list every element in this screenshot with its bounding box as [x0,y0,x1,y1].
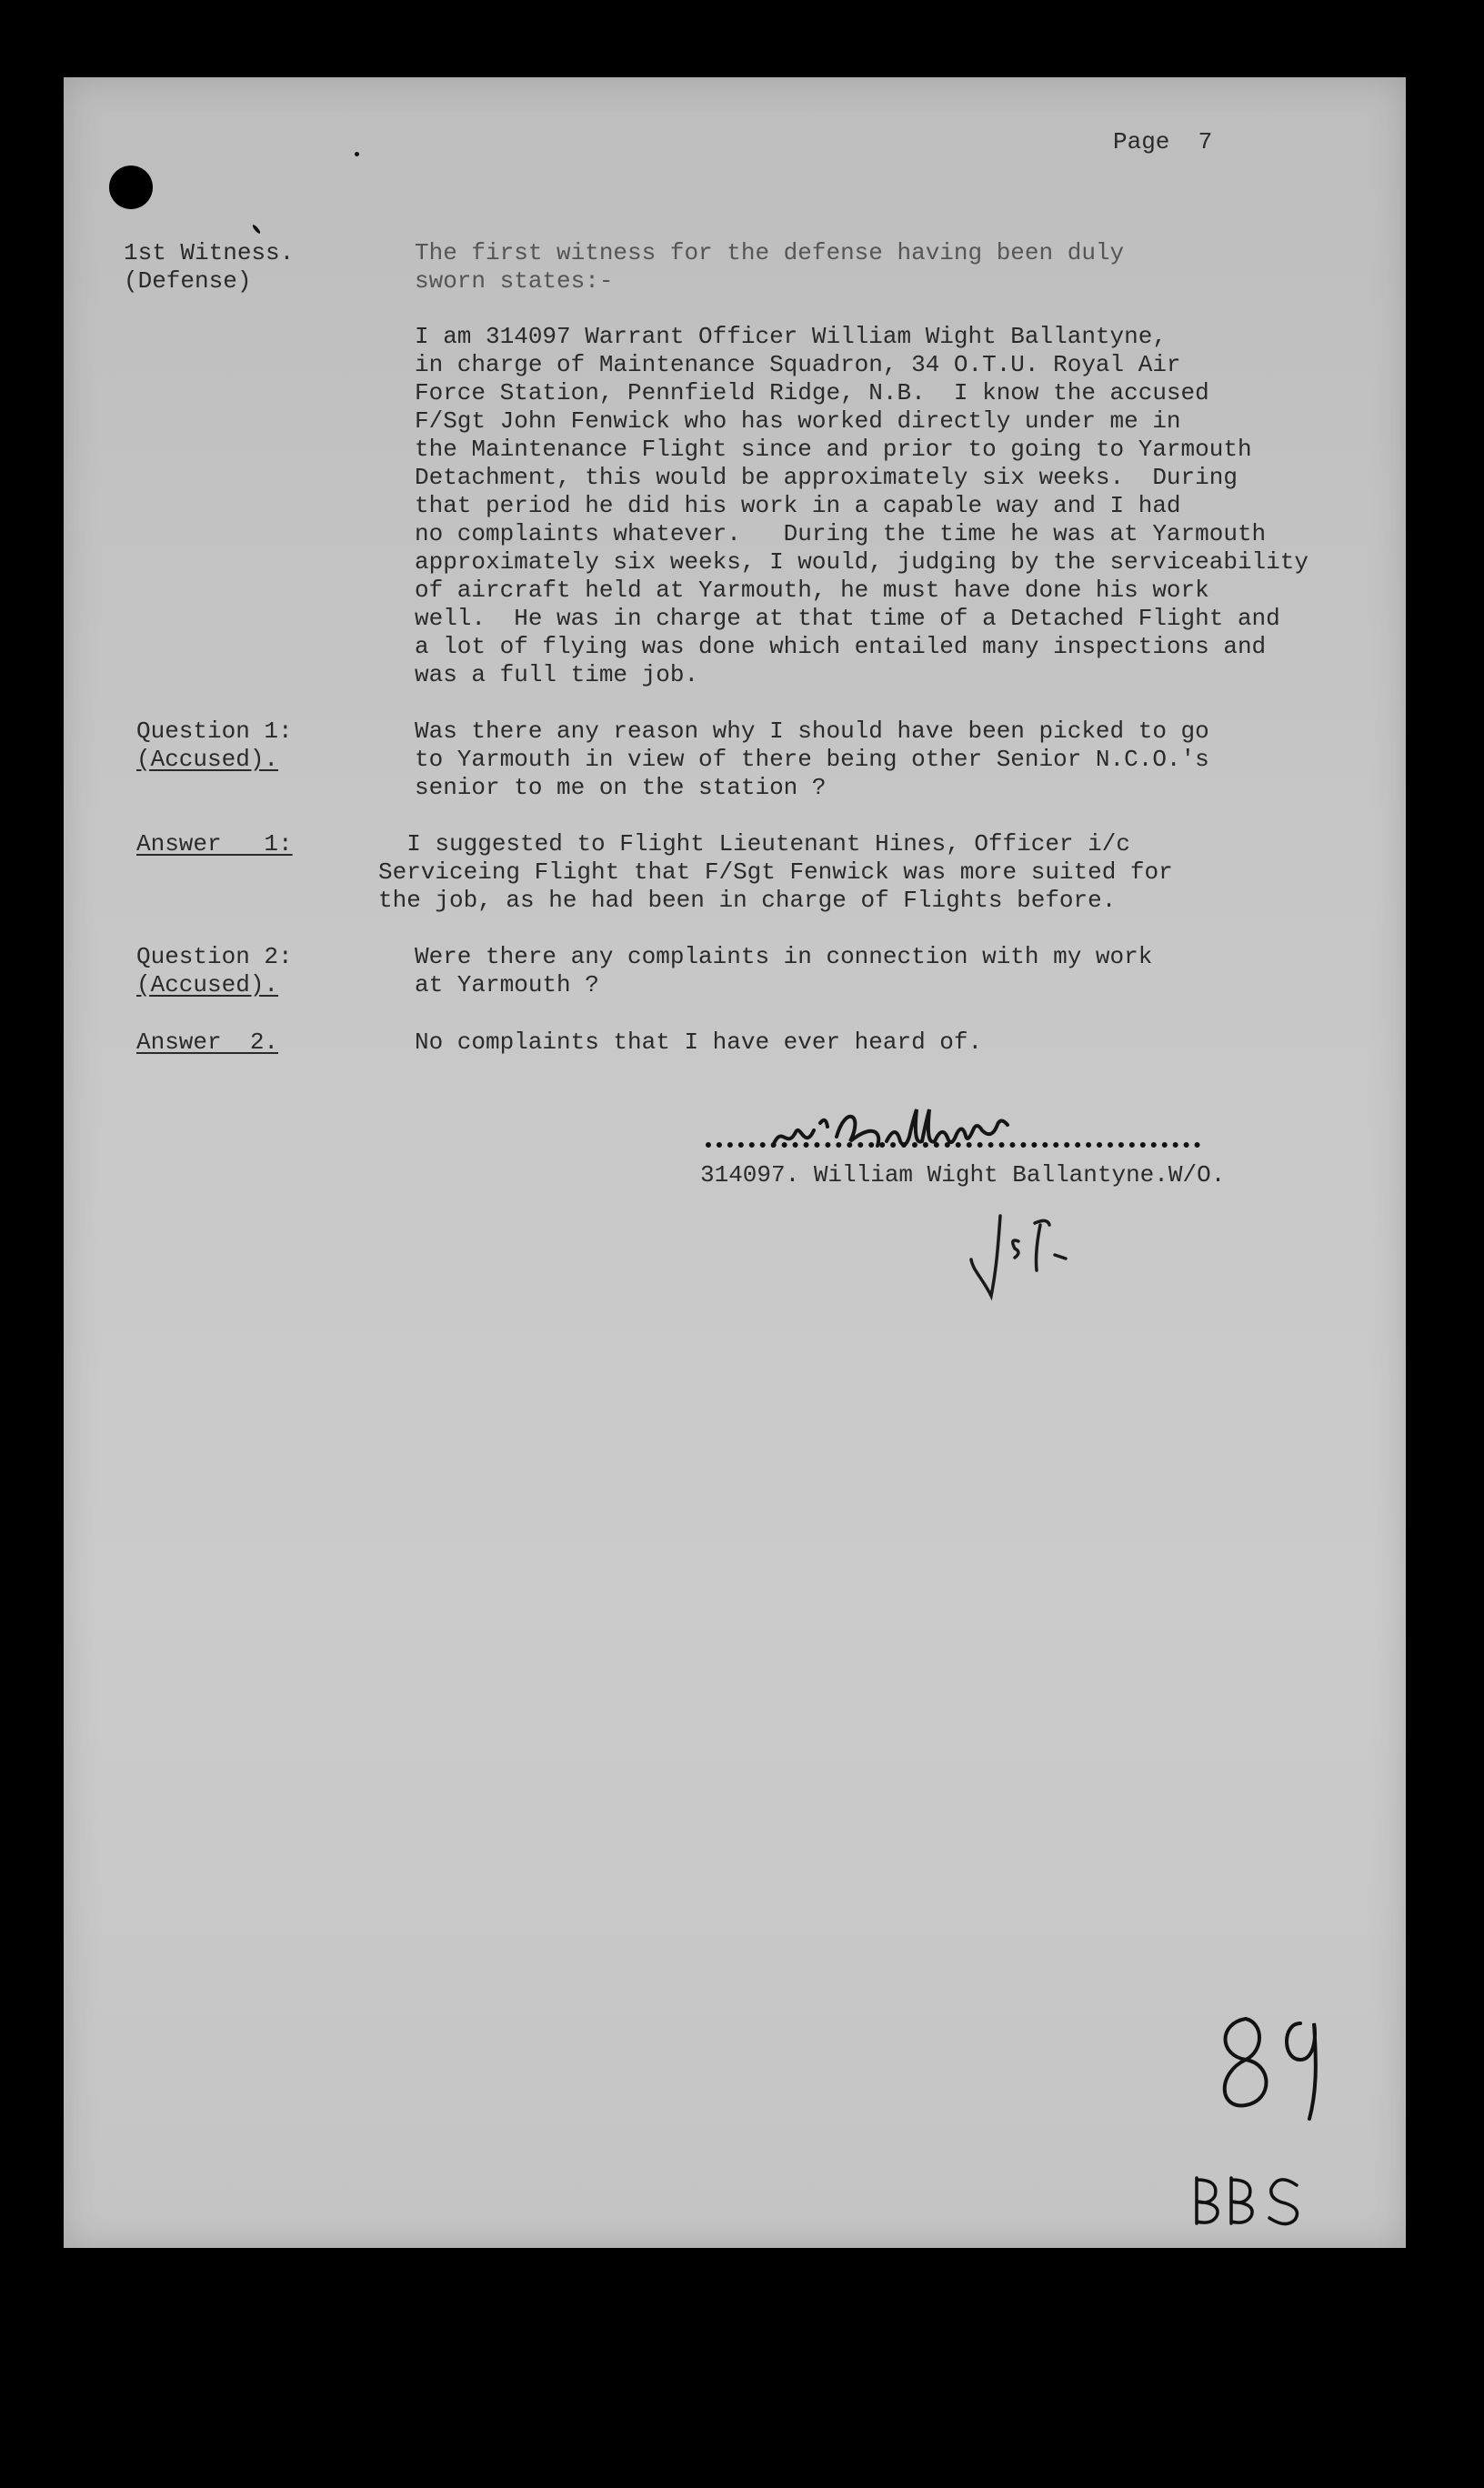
document-page [64,77,1406,2248]
speck [355,152,359,156]
page-number: 7 [1198,128,1213,156]
page-header [1113,128,1212,156]
question-2-text: Were there any complaints in connection with my work at Yarmouth ? [415,943,1153,998]
witness-intro: The first witness for the defense having been duly sworn states:- [415,239,1125,295]
answer-2-label: Answer 2. [136,1028,279,1056]
witness-label: 1st Witness. (Defense) [124,239,295,295]
margin-initials-handwritten [1188,2169,1315,2232]
question-2-label: Question 2: (Accused). [136,943,293,998]
folio-number-handwritten [1209,2010,1346,2128]
answer-1-label: Answer 1: [136,830,293,858]
statement-text: I am 314097 Warrant Officer William Wight Ballantyne, in charge of Maintenance Squadron, 34 O.T.U. Royal Air Force Station, Pennfield Ridge, N.B. I know the accused F/Sgt John Fenwick who has worked directly under me in the Maintenance Flight since and prior to going to Yarmouth Detachment, this would be approximately six weeks. During that period he did his work in a capable way and I had no complaints whatever. During the time he was at Yarmouth approximately six weeks, I would, judging by the serviceability of aircraft held at Yarmouth, he must have done his work well. He was in charge at that time of a Detached Flight and a lot of flying was done which entailed many inspections and was a full time job. [415,323,1309,688]
tick-mark [252,224,262,235]
answer-2-text: No complaints that I have ever heard of. [415,1028,983,1056]
handwritten-signature [764,1096,1128,1169]
answer-1-text: I suggested to Flight Lieutenant Hines, Officer i/c Serviceing Flight that F/Sgt Fenwick was more suited for the job, as he had been in charge of Flights before. [378,830,1173,914]
question-1-label: Question 1: (Accused). [136,717,293,773]
question-1-text: Was there any reason why I should have been picked to go to Yarmouth in view of there being other Senior N.C.O.'s senior to me on the station ? [415,717,1209,801]
page-label: Page [1113,128,1170,156]
punch-hole [109,166,153,209]
signature-line [706,1142,1200,1148]
handwritten-initials [964,1205,1091,1305]
typed-signature: 314097. William Wight Ballantyne.W/O. [700,1161,1226,1189]
